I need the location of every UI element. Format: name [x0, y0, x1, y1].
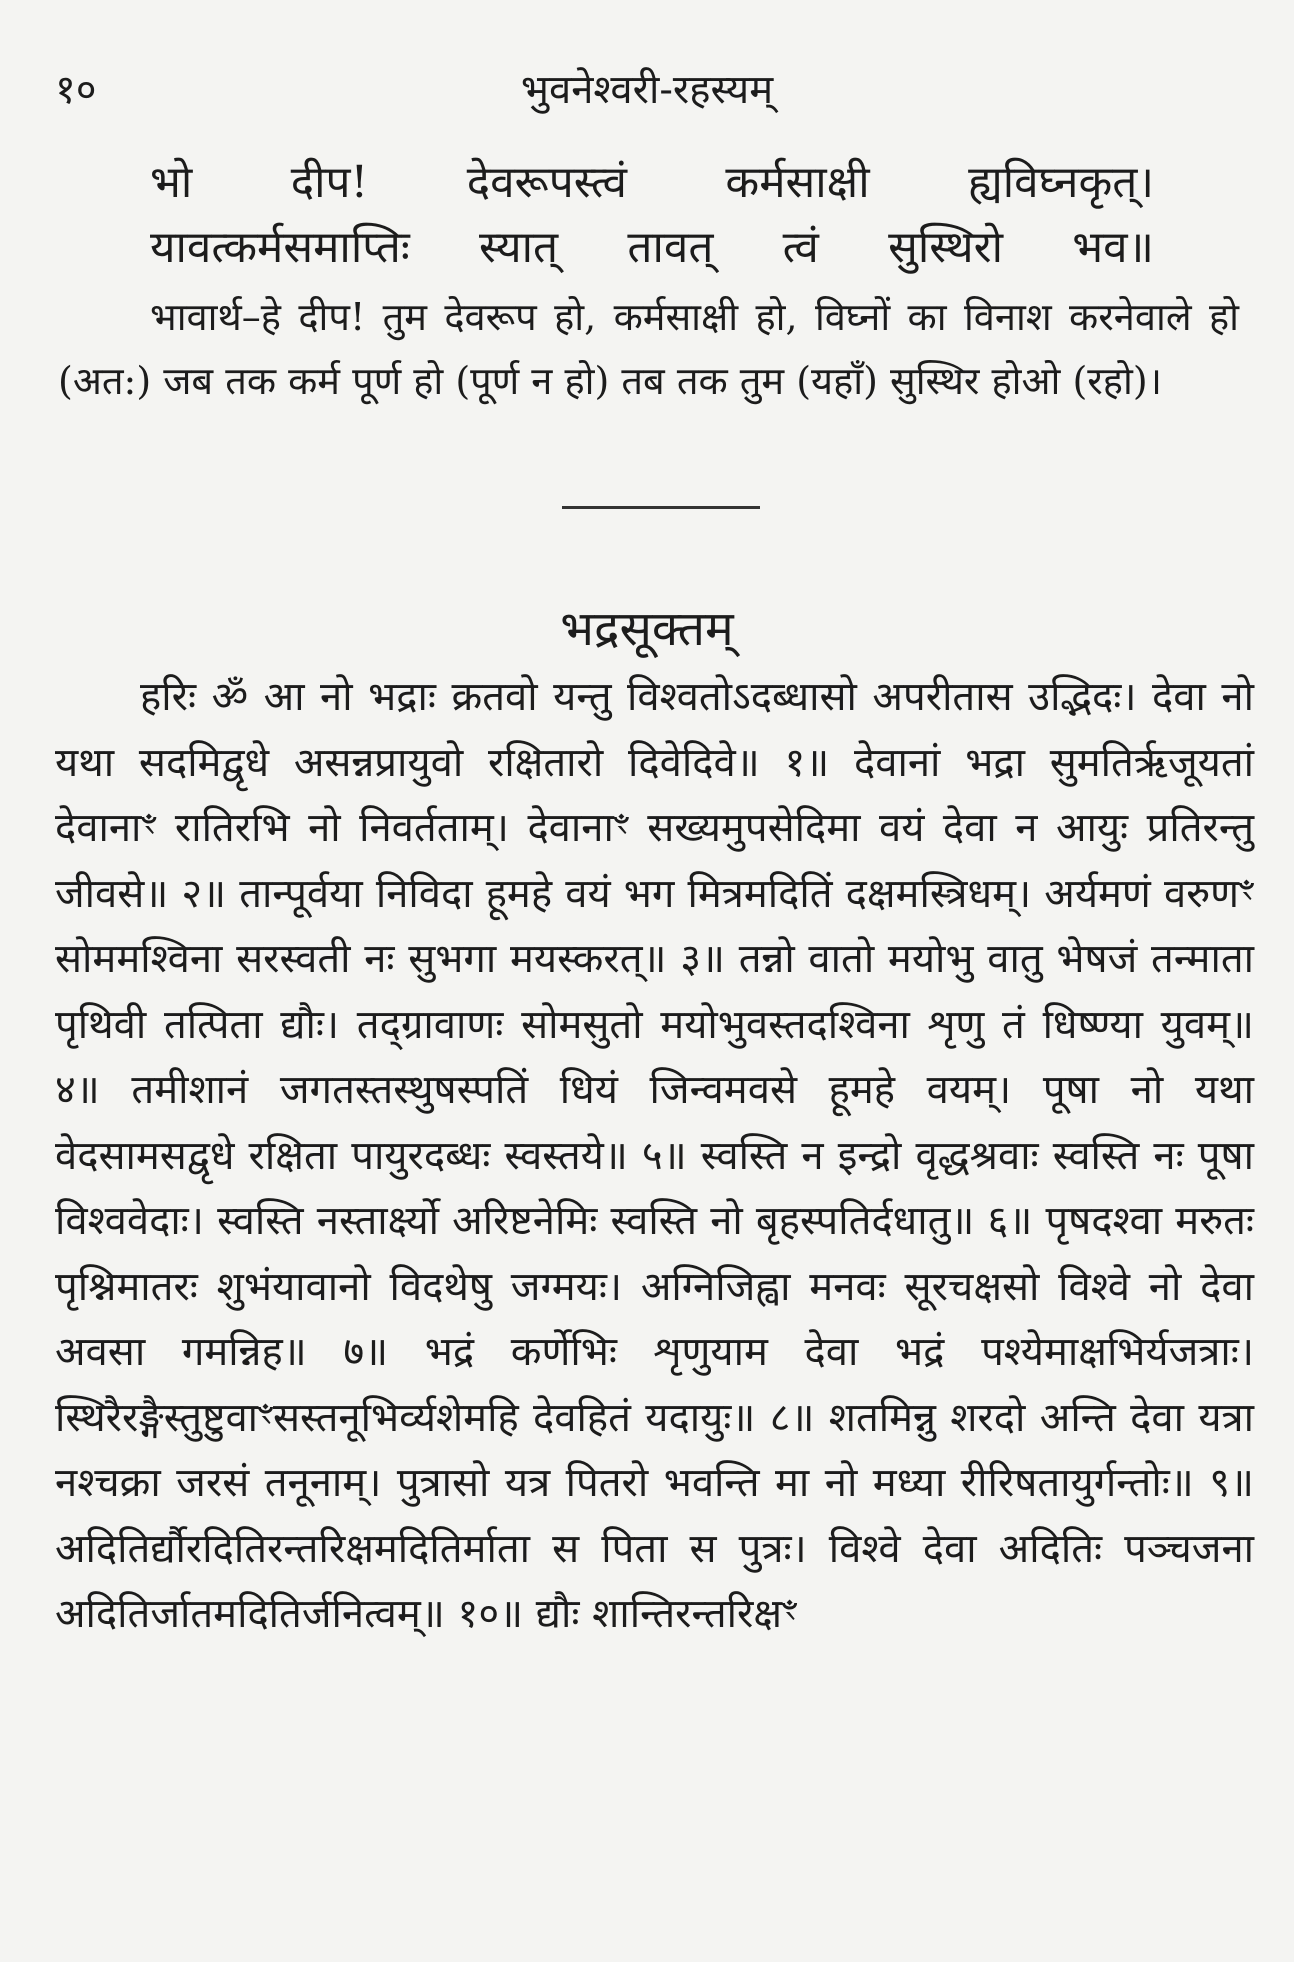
running-head-title: भुवनेश्वरी-रहस्यम्: [520, 67, 774, 113]
meaning-paragraph: [58, 285, 1239, 413]
verse-line-2: यावत्कर्मसमाप्तिः स्यात् तावत् त्वं सुस्थिरो भव॥: [150, 222, 1154, 273]
section-divider: [562, 506, 760, 509]
verse-line-1: भो दीप! देवरूपस्त्वं कर्मसाक्षी ह्यविघ्नकृत्।: [150, 157, 1154, 208]
section-title: भद्रसूक्तम्: [560, 601, 734, 657]
meaning-text: भावार्थ–हे दीप! तुम देवरूप हो, कर्मसाक्षी हो, विघ्नों का विनाश करनेवाले हो (अत:) जब तक कर्म पूर्ण हो (पूर्ण न हो) तब तक तुम (यहाँ) सुस्थिर होओ (रहो)।: [58, 295, 1239, 403]
hymn-text: [55, 665, 1254, 1648]
running-head: [0, 60, 1294, 120]
page-number: १०: [55, 67, 97, 113]
hymn-paragraph: हरिः ॐ आ नो भद्राः क्रतवो यन्तु विश्वतोऽदब्धासो अपरीतास उद्भिदः। देवा नो यथा सदमिद्वृधे असन्नप्रायुवो रक्षितारो दिवेदिवे॥ १॥ देवानां भद्रा सुमतिर्ऋजूयतां देवानाꣳ रातिरभि नो निवर्तताम्। देवानाꣳ सख्यमुपसेदिमा वयं देवा न आयुः प्रतिरन्तु जीवसे॥ २॥ तान्पूर्वया निविदा हूमहे वयं भग मित्रमदितिं दक्षमस्त्रिधम्। अर्यमणं वरुणꣳ सोममश्विना सरस्वती नः सुभगा मयस्करत्॥ ३॥ तन्नो वातो मयोभु वातु भेषजं तन्माता पृथिवी तत्पिता द्यौः। तद्ग्रावाणः सोमसुतो मयोभुवस्तदश्विना शृणु तं धिष्ण्या युवम्॥ ४॥ तमीशानं जगतस्तस्थुषस्पतिं धियं जिन्वमवसे हूमहे वयम्। पूषा नो यथा वेदसामसद्वृधे रक्षिता पायुरदब्धः स्वस्तये॥ ५॥ स्वस्ति न इन्द्रो वृद्धश्रवाः स्वस्ति नः पूषा विश्ववेदाः। स्वस्ति नस्तार्क्ष्यो अरिष्टनेमिः स्वस्ति नो बृहस्पतिर्दधातु॥ ६॥ पृषदश्वा मरुतः पृश्निमातरः शुभंयावानो विदथेषु जग्मयः। अग्निजिह्वा मनवः सूरचक्षसो विश्वे नो देवा अवसा गमन्निह॥ ७॥ भद्रं कर्णेभिः शृणुयाम देवा भद्रं पश्येमाक्षभिर्यजत्राः। स्थिरैरङ्गैस्तुष्टुवाꣳसस्तनूभिर्व्यशेमहि देवहितं यदायुः॥ ८॥ शतमिन्नु शरदो अन्ति देवा यत्रा नश्चक्रा जरसं तनूनाम्। पुत्रासो यत्र पितरो भवन्ति मा नो मध्या रीरिषतायुर्गन्तोः॥ ९॥ अदितिर्द्यौरदितिरन्तरिक्षमदितिर्माता स पिता स पुत्रः। विश्वे देवा अदितिः पञ्चजना अदितिर्जातमदितिर्जनित्वम्॥ १०॥ द्यौः शान्तिरन्तरिक्षꣳ: [55, 674, 1254, 1637]
